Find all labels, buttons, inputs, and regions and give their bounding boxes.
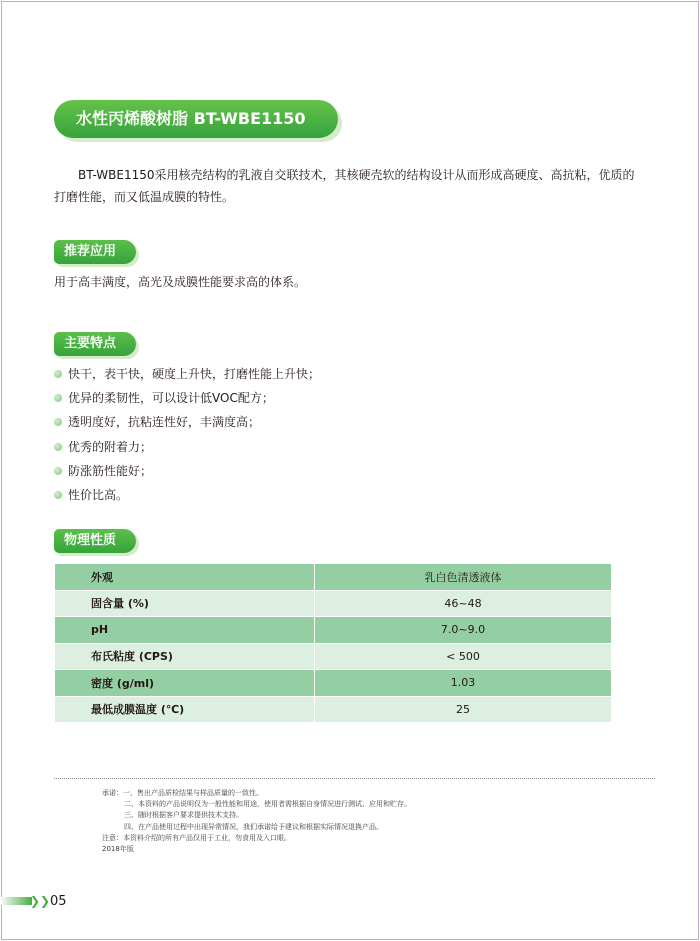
footer-divider [54,778,655,779]
feature-text: 防涨筋性能好； [68,463,153,478]
feature-text: 优秀的附着力； [68,439,153,454]
bullet-icon [54,418,62,426]
page-number: 05 [50,894,67,909]
property-label: 最低成膜温度 (℃) [55,696,315,723]
section-heading-application: 推荐应用 [54,240,136,264]
property-value: 1.03 [315,670,612,697]
property-label: pH [55,617,315,644]
property-label: 外观 [55,564,315,591]
bullet-icon [54,394,62,402]
note-line: 承诺：一、售出产品质检结果与样品质量的一致性。 [102,789,263,797]
note-line: 二、本资料的产品说明仅为一般性能和用途，使用者需根据自身情况进行测试、应用和贮存。 [124,800,411,809]
table-row [55,617,612,644]
feature-item [54,364,320,388]
feature-text: 优异的柔韧性，可以设计低VOC配方； [68,391,274,406]
note-line: 三、随时根据客户要求提供技术支持。 [124,811,243,820]
feature-item [54,485,320,509]
property-label: 密度 (g/ml) [55,670,315,697]
page-title: 水性丙烯酸树脂 BT-WBE1150 [54,100,338,138]
bullet-icon [54,370,62,378]
property-value: < 500 [315,643,612,670]
disclaimer-notes [102,788,411,855]
application-text: 用于高丰满度，高光及成膜性能要求高的体系。 [54,275,307,289]
table-row [55,643,612,670]
table-row [55,590,612,617]
note-line: 注意：本资料介绍的所有产品仅用于工业，勿食用及入口眼。 [102,833,291,842]
table-row [55,670,612,697]
property-label: 固含量 (%) [55,590,315,617]
table-row [55,564,612,591]
property-value: 25 [315,696,612,723]
feature-text: 快干，表干快，硬度上升快，打磨性能上升快； [68,367,321,381]
section-heading-features: 主要特点 [54,332,136,356]
bullet-icon [54,443,62,451]
property-label: 布氏粘度 (CPS) [55,643,315,670]
edition-label: 2018年版 [102,845,134,854]
bullet-icon [54,491,62,499]
table-row [55,696,612,723]
feature-item [54,412,320,436]
feature-item [54,437,320,461]
property-value: 46~48 [315,590,612,617]
page-number-bar [0,897,32,905]
section-heading-properties: 物理性质 [54,529,136,553]
feature-list [54,364,320,509]
bullet-icon [54,467,62,475]
property-value: 乳白色清透液体 [315,564,612,591]
feature-text: 性价比高。 [68,487,129,502]
feature-item [54,461,320,485]
chevron-right-icon: ❯❯ [30,894,51,908]
properties-table [54,563,612,723]
feature-text: 透明度好，抗粘连性好，丰满度高； [68,415,261,430]
property-value: 7.0~9.0 [315,617,612,644]
note-line: 四、在产品使用过程中出现异常情况，我们承诺给予建议和根据实际情况退换产品。 [124,822,383,831]
intro-paragraph: BT-WBE1150采用核壳结构的乳液自交联技术，其核硬壳软的结构设计从而形成高硬度、高抗粘，优质的打磨性能，而又低温成膜的特性。 [54,168,635,204]
feature-item [54,388,320,412]
